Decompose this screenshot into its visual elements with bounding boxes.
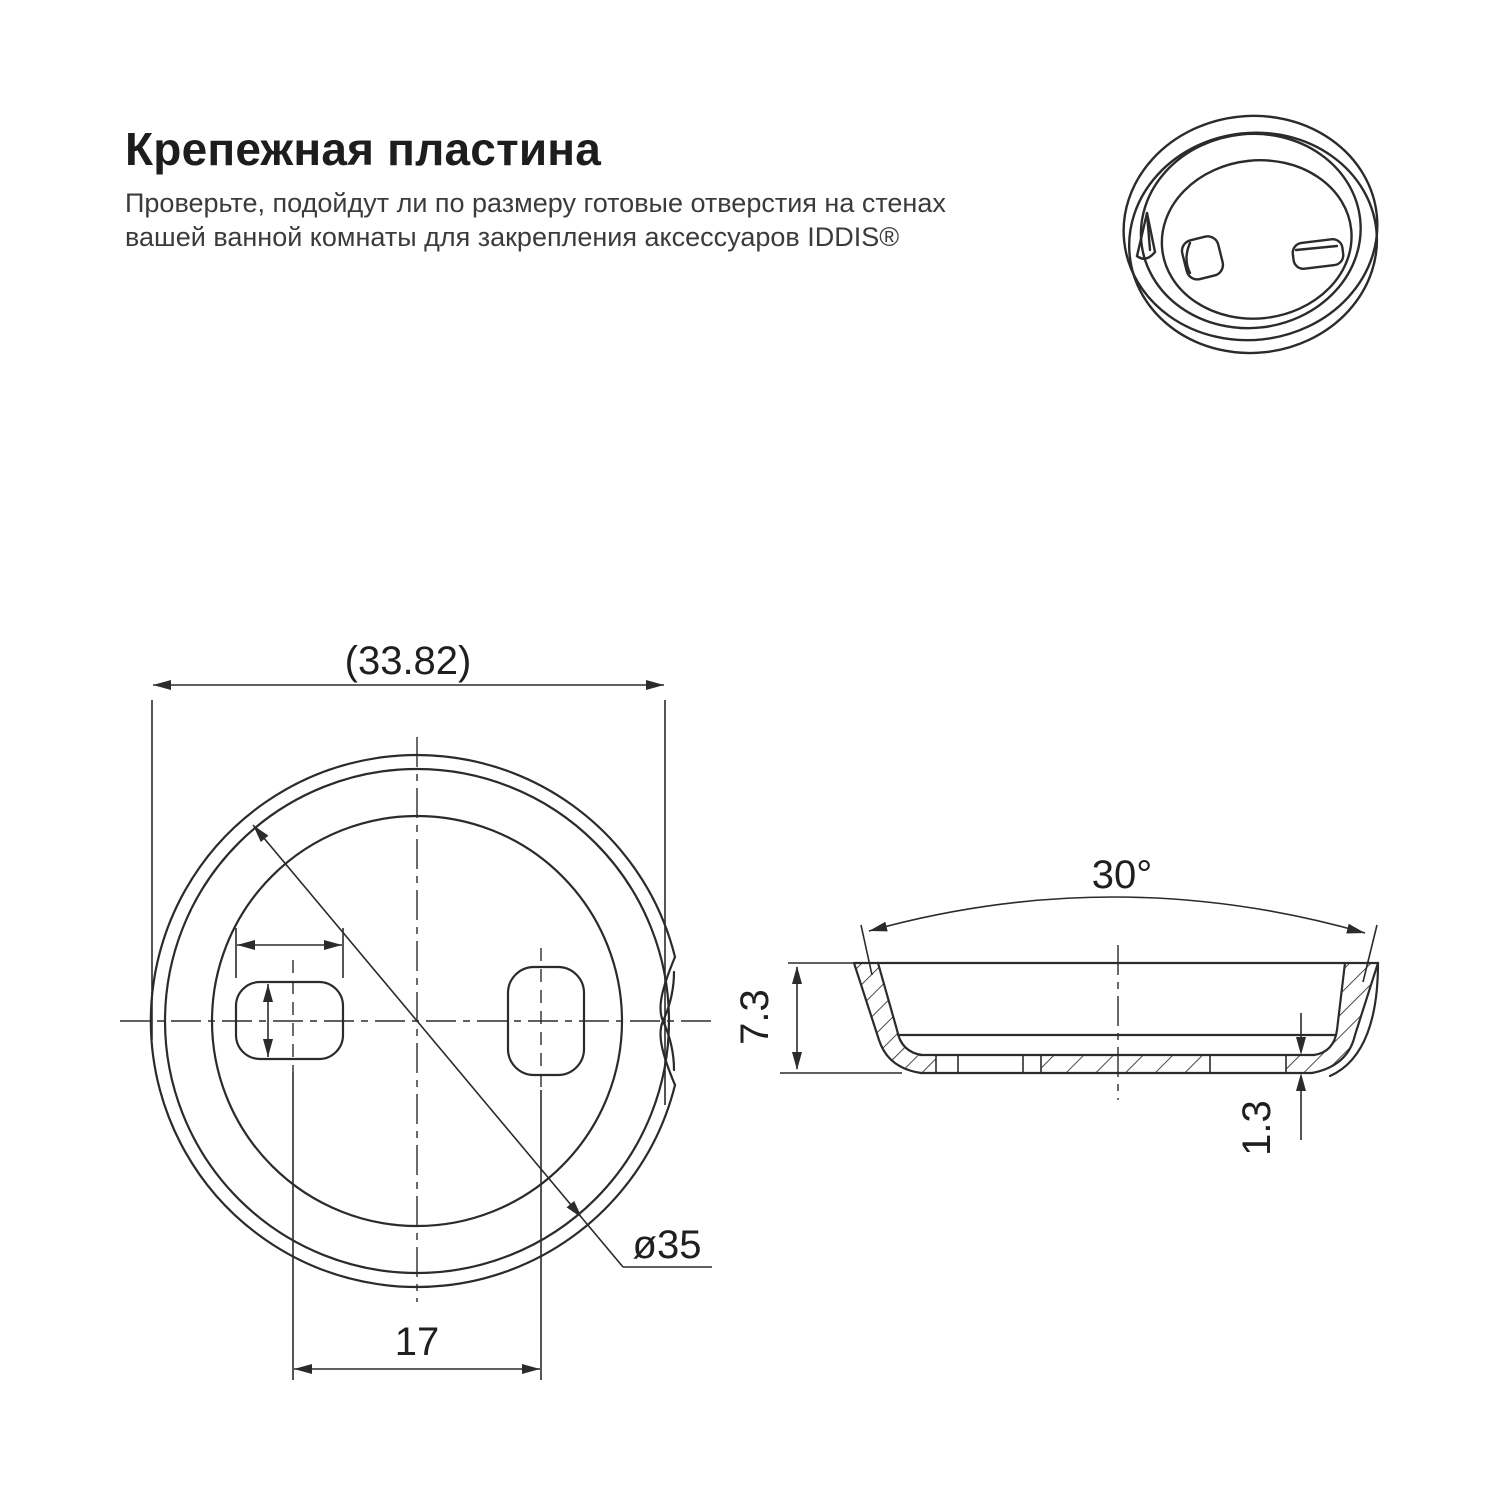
dim-hole-spacing xyxy=(294,1320,540,1374)
iso-right-slot-depth-edge xyxy=(1296,246,1337,250)
iso-left-slot-depth-edge xyxy=(1187,243,1191,273)
side-bottom-section xyxy=(1041,1055,1210,1073)
dim-angle-label: 30° xyxy=(1091,853,1153,897)
front-view-drawing xyxy=(120,639,718,1380)
iso-rim-notch xyxy=(1137,213,1155,259)
dim-overall-width-label: (33.82) xyxy=(344,639,472,683)
page-title: Крепежная пластина xyxy=(125,123,602,175)
dim-diameter-label: ø35 xyxy=(632,1223,702,1267)
iso-outer-rim xyxy=(1112,103,1388,352)
iso-right-slot xyxy=(1292,238,1345,270)
iso-inner-rim xyxy=(1131,123,1370,339)
subtitle-line-2: вашей ванной комнаты для закрепления аксессуаров IDDIS® xyxy=(125,222,900,252)
dim-hole-spacing-label: 17 xyxy=(394,1320,440,1364)
isometric-view-drawing xyxy=(1112,103,1389,365)
dim-thickness-label: 1.3 xyxy=(1235,1100,1279,1156)
side-left-wall-section xyxy=(854,963,936,1073)
dim-overall-width xyxy=(152,639,665,1105)
side-view-drawing xyxy=(733,853,1378,1156)
dim-height-label: 7.3 xyxy=(733,989,777,1045)
dim-left-slot-width xyxy=(236,928,343,978)
dim-diameter xyxy=(253,825,712,1267)
subtitle-line-1: Проверьте, подойдут ли по размеру готовые отверстия на стенах xyxy=(125,188,946,218)
